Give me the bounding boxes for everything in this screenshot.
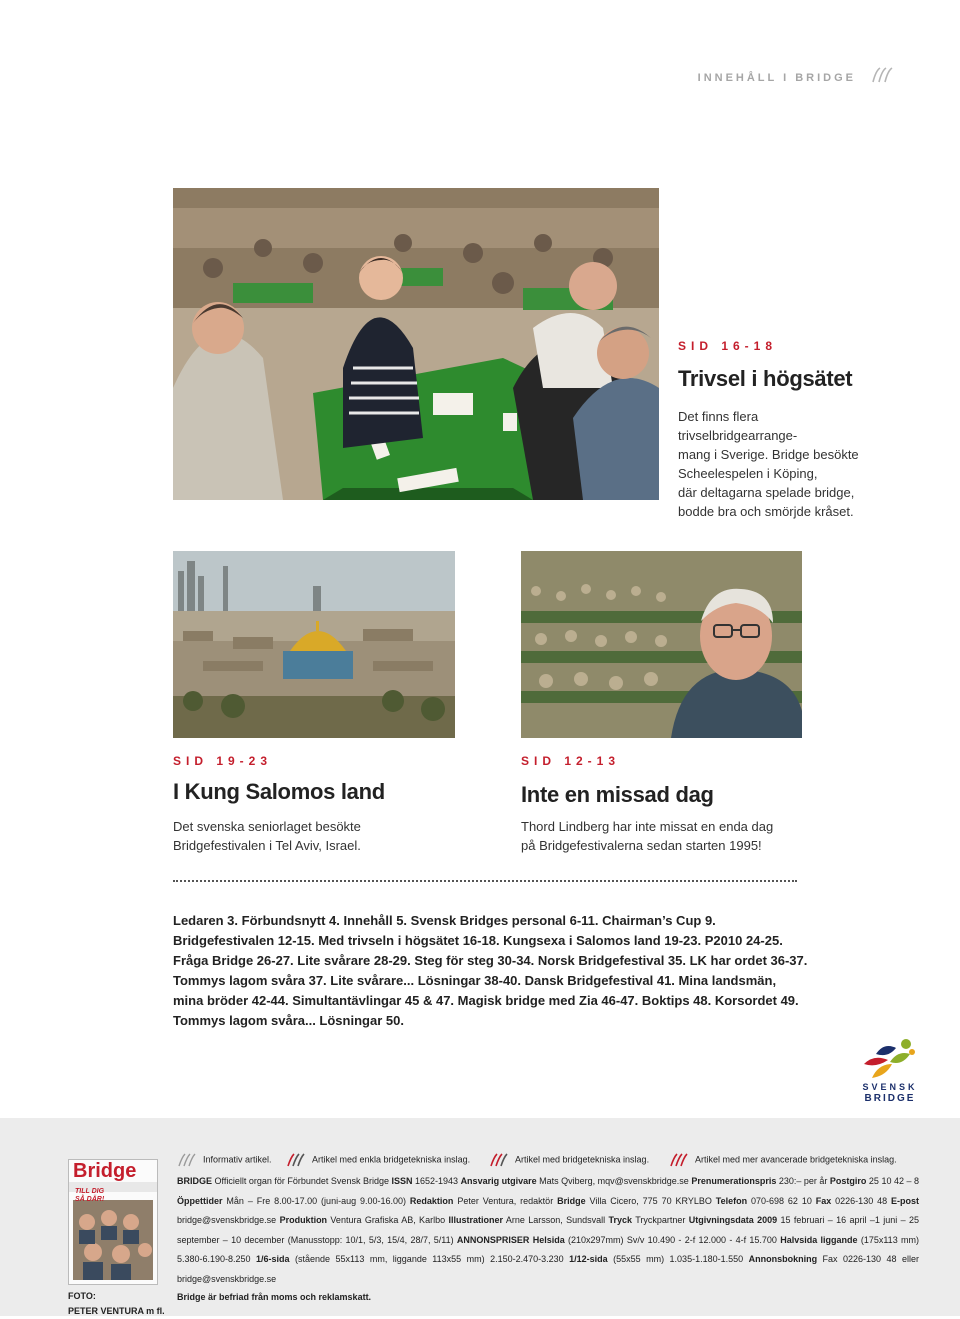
imprint-value: Mats Qviberg, mqv@svenskbridge.se	[536, 1176, 692, 1186]
section-header: INNEHÅLL I BRIDGE	[697, 72, 856, 84]
toc-line: Ledaren 3. Förbundsnytt 4. Innehåll 5. Svensk Bridges personal 6-11. Chairman’s Cup 9.	[173, 913, 716, 928]
article-description: Det svenska seniorlaget besökte Bridgefestivalen i Tel Aviv, Israel.	[173, 819, 361, 853]
imprint-value: 0226-130 48	[831, 1195, 892, 1206]
toc-line: Bridgefestivalen 12-15. Med trivseln i högsätet 16-18. Kungsexa i Salomos land 19-23. P2010 24-25.	[173, 933, 783, 948]
imprint-value: Peter Ventura, redaktör	[453, 1195, 558, 1206]
imprint-label: Prenumerationspris	[691, 1176, 777, 1186]
imprint-value: Villa Cicero, 775 70 KRYLBO	[585, 1195, 716, 1206]
imprint-value: 1652-1943	[412, 1176, 461, 1186]
legend-item: Artikel med mer avancerade bridgetekniska inslag.	[669, 1153, 897, 1169]
triple-fan-icon	[870, 66, 894, 84]
imprint-value: (stående 55x113 mm, liggande 113x55 mm) 2.150-2.470-3.230	[289, 1254, 570, 1264]
photo-bridge-players	[173, 188, 659, 500]
imprint-label: Annonsbokning	[748, 1254, 818, 1264]
legend-item: Artikel med bridgetekniska inslag.	[489, 1153, 649, 1169]
imprint-value: Fax 0226-130 48 eller bridge@svenskbridge.se	[177, 1254, 919, 1284]
toc-line: mina bröder 42-44. Simultantävlingar 45 & 47. Magisk bridge med Zia 46-47. Boktips 48. Korsordet 49.	[173, 993, 799, 1008]
imprint-label: ISSN	[391, 1176, 413, 1186]
imprint-label: Produktion	[279, 1215, 328, 1225]
toc-line: Tommys lagom svåra... Lösningar 50.	[173, 1013, 404, 1028]
imprint-label: ANNONSPRISER	[456, 1234, 530, 1245]
toc-line: Fråga Bridge 26-27. Lite svårare 28-29. Steg för steg 30-34. Norsk Bridgefestival 35. LK har ordet 36-37.	[173, 953, 808, 968]
svensk-bridge-logo	[862, 1038, 916, 1080]
imprint-value: bridge@svenskbridge.se	[177, 1215, 280, 1225]
imprint-value: Officiellt organ för Förbundet Svensk Bridge	[212, 1176, 392, 1186]
imprint-label: Ansvarig utgivare	[460, 1176, 537, 1186]
article-description: Det finns flera trivselbridgearrange- mang i Sverige. Bridge besökte Scheelespelen i Köping, där deltagarna spelade bridge, bodde bra och smörjde kråset.	[678, 409, 859, 519]
dotted-divider	[173, 880, 797, 882]
imprint-value: 25 10 42 – 8	[866, 1176, 919, 1186]
article-sid: SID 19-23	[173, 754, 273, 768]
legend-item: Artikel med enkla bridgetekniska inslag.	[286, 1153, 470, 1169]
imprint-label: E-post	[891, 1195, 920, 1206]
imprint-label: Telefon	[715, 1195, 748, 1206]
imprint-label: Tryck	[608, 1215, 633, 1225]
imprint-label: Halvsida liggande	[780, 1234, 858, 1245]
imprint-value: (210x297mm) Sv/v 10.490 - 2-f 12.000 - 4-f 15.700	[564, 1234, 781, 1245]
imprint-label: Bridge	[557, 1195, 586, 1206]
article-sid: SID 16-18	[678, 339, 778, 353]
fan-gray-icon	[177, 1153, 197, 1167]
magazine-cover-thumbnail	[68, 1159, 158, 1285]
photo-credit: FOTO: PETER VENTURA m fl.	[68, 1291, 165, 1316]
imprint-text	[177, 1172, 919, 1289]
tax-note: Bridge är befriad från moms och reklamskatt.	[177, 1292, 372, 1302]
fan-red-3-icon	[669, 1153, 689, 1167]
imprint-label: Postgiro	[829, 1176, 867, 1186]
imprint-value: Mån – Fre 8.00-17.00 (juni-aug 9.00-16.00)	[222, 1195, 410, 1206]
imprint-label: Helsida	[532, 1234, 565, 1245]
article-title: Trivsel i högsätet	[678, 366, 853, 391]
cover-headline: TILL DIG SÅ DÄR!	[75, 1188, 105, 1203]
imprint-value: 15 februari – 16 april –1 juni – 25 september – 10 december (Manusstopp: 10/1, 5/3, 15/4, 28/7, 5/11)	[177, 1215, 920, 1245]
imprint-value: (175x113 mm) 5.380-6.190-8.250	[177, 1234, 919, 1264]
table-of-contents	[173, 911, 813, 1031]
imprint-value: Tryckpartner	[632, 1215, 689, 1225]
imprint-label: Illustrationer	[448, 1215, 503, 1225]
imprint-label: Öppettider	[177, 1195, 223, 1206]
cover-title: Bridge	[73, 1160, 137, 1182]
imprint-value: 230:– per år	[776, 1176, 830, 1186]
photo-thord-lindberg	[521, 551, 802, 738]
legend-item: Informativ artikel.	[177, 1153, 272, 1169]
toc-line: Tommys lagom svåra 37. Lite svårare... Lösningar 38-40. Dansk Bridgefestival 41. Mina landsmän,	[173, 973, 777, 988]
imprint-label: Fax	[815, 1195, 832, 1206]
imprint-value: Arne Larsson, Sundsvall	[502, 1215, 609, 1225]
article-title: I Kung Salomos land	[173, 779, 385, 804]
imprint-label: Utgivningsdata 2009	[688, 1215, 778, 1225]
imprint-label: 1/12-sida	[569, 1254, 608, 1264]
imprint-value: (55x55 mm) 1.035-1.180-1.550	[607, 1254, 749, 1264]
article-title: Inte en missad dag	[521, 782, 714, 807]
imprint-label: Redaktion	[409, 1195, 454, 1206]
article-description: Thord Lindberg har inte missat en enda dag på Bridgefestivalerna sedan starten 1995!	[521, 819, 774, 853]
fan-red-1-icon	[286, 1153, 306, 1167]
fan-red-2-icon	[489, 1153, 509, 1167]
article-sid: SID 12-13	[521, 754, 621, 768]
logo-wordmark: SVENSK BRIDGE	[862, 1082, 918, 1104]
imprint-label: 1/6-sida	[256, 1254, 290, 1264]
imprint-value: 070-698 62 10	[747, 1195, 816, 1206]
imprint-value: Ventura Grafiska AB, Karlbo	[327, 1215, 449, 1225]
photo-jerusalem	[173, 551, 455, 738]
imprint-label: BRIDGE	[177, 1176, 213, 1186]
